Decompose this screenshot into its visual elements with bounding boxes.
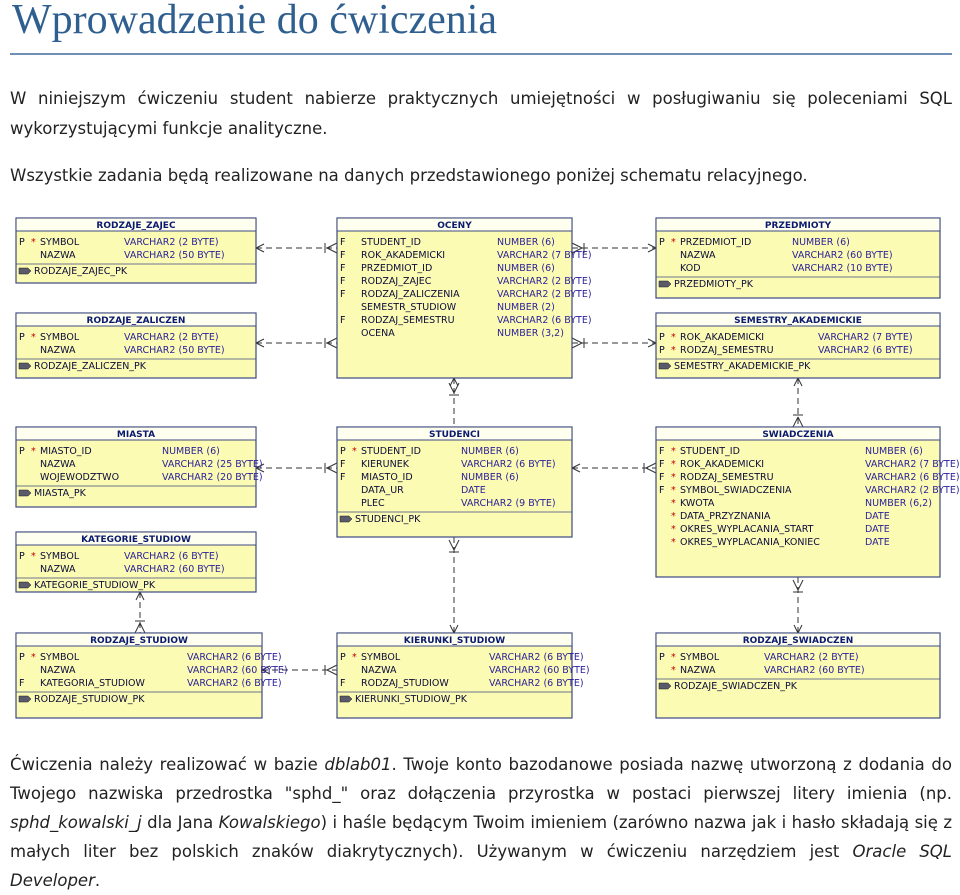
title-underline bbox=[10, 53, 952, 55]
instructions-paragraph bbox=[10, 750, 952, 895]
key-flag: P bbox=[340, 446, 346, 457]
key-flag: F bbox=[340, 315, 346, 326]
column-name: NAZWA bbox=[680, 665, 716, 676]
table-title: STUDENCI bbox=[428, 430, 481, 440]
column-name: DATA_PRZYZNANIA bbox=[680, 511, 771, 522]
instructions-text-4: ) i haśle będącym Twoim imieniem (zarówno nazwa jak i hasło składają się z małych liter bez polskich znaków diakrytycznych). Używanym w ćwiczeniu narzędziem jest bbox=[10, 813, 952, 861]
key-flag: P bbox=[19, 652, 25, 663]
column-type: VARCHAR2 (25 BYTE) bbox=[162, 459, 263, 470]
column-type: VARCHAR2 (7 BYTE) bbox=[497, 250, 592, 261]
column-type: VARCHAR2 (7 BYTE) bbox=[865, 459, 960, 470]
column-name: SYMBOL_SWIADCZENIA bbox=[680, 485, 792, 496]
key-icon bbox=[19, 582, 31, 588]
mandatory-star: * bbox=[671, 472, 676, 483]
primary-key-name: RODZAJE_ZALICZEN_PK bbox=[34, 361, 147, 372]
column-type: VARCHAR2 (6 BYTE) bbox=[187, 652, 282, 663]
mandatory-star: * bbox=[671, 459, 676, 470]
column-type: DATE bbox=[461, 485, 486, 496]
column-name: KWOTA bbox=[680, 498, 715, 509]
primary-key-name: RODZAJE_STUDIOW_PK bbox=[34, 694, 145, 705]
instructions-text-3: dla Jana bbox=[141, 813, 219, 832]
key-icon bbox=[19, 696, 31, 702]
primary-key-name: STUDENCI_PK bbox=[355, 514, 421, 525]
column-name: SYMBOL bbox=[40, 332, 80, 343]
column-name: MIASTO_ID bbox=[40, 446, 92, 457]
column-type: NUMBER (6) bbox=[865, 446, 923, 457]
key-flag: P bbox=[340, 652, 346, 663]
mandatory-star: * bbox=[671, 652, 676, 663]
table-rodzaje-studiow bbox=[16, 633, 288, 718]
key-flag: F bbox=[340, 237, 346, 248]
column-type: VARCHAR2 (6 BYTE) bbox=[461, 459, 556, 470]
table-swiadczenia bbox=[656, 427, 960, 577]
key-flag: F bbox=[659, 459, 665, 470]
column-name: NAZWA bbox=[40, 250, 76, 261]
key-flag: P bbox=[19, 446, 25, 457]
table-title: SWIADCZENIA bbox=[762, 430, 834, 440]
mandatory-star: * bbox=[671, 511, 676, 522]
key-flag: F bbox=[340, 263, 346, 274]
mandatory-star: * bbox=[671, 485, 676, 496]
key-flag: P bbox=[659, 652, 665, 663]
column-type: VARCHAR2 (6 BYTE) bbox=[187, 678, 282, 689]
column-type: VARCHAR2 (2 BYTE) bbox=[764, 652, 859, 663]
column-type: VARCHAR2 (2 BYTE) bbox=[124, 332, 219, 343]
column-name: ROK_AKADEMICKI bbox=[361, 250, 446, 261]
column-name: PRZEDMIOT_ID bbox=[361, 263, 433, 274]
column-name: SYMBOL bbox=[40, 237, 80, 248]
key-flag: F bbox=[340, 459, 346, 470]
example-surname: Kowalskiego bbox=[218, 813, 321, 832]
table-rodzaje-zajec bbox=[16, 218, 256, 283]
column-row bbox=[40, 250, 225, 261]
table-title: KIERUNKI_STUDIOW bbox=[403, 636, 506, 646]
column-type: NUMBER (6) bbox=[497, 263, 555, 274]
column-name: OCENA bbox=[361, 328, 395, 339]
key-flag: F bbox=[659, 485, 665, 496]
column-name: STUDENT_ID bbox=[361, 237, 421, 248]
column-name: RODZAJ_SEMESTRU bbox=[680, 345, 774, 356]
column-type: VARCHAR2 (6 BYTE) bbox=[489, 678, 584, 689]
mandatory-star: * bbox=[352, 652, 357, 663]
mandatory-star: * bbox=[352, 446, 357, 457]
mandatory-star: * bbox=[671, 345, 676, 356]
key-icon bbox=[659, 281, 671, 287]
column-row bbox=[671, 665, 865, 676]
column-name: RODZAJ_SEMESTRU bbox=[680, 472, 774, 483]
key-flag: P bbox=[659, 332, 665, 343]
column-type: VARCHAR2 (60 BYTE) bbox=[489, 665, 590, 676]
column-name: NAZWA bbox=[40, 665, 76, 676]
example-username: sphd_kowalski_j bbox=[10, 813, 142, 832]
table-semestry-akademickie bbox=[656, 313, 940, 378]
primary-key-name: RODZAJE_SWIADCZEN_PK bbox=[674, 681, 797, 692]
mandatory-star: * bbox=[31, 652, 36, 663]
schema-tables bbox=[16, 218, 960, 718]
table-title: MIASTA bbox=[116, 430, 156, 440]
column-type: NUMBER (6) bbox=[497, 237, 555, 248]
column-name: WOJEWODZTWO bbox=[40, 472, 120, 483]
column-name: ROK_AKADEMICKI bbox=[680, 332, 765, 343]
column-name: SYMBOL bbox=[680, 652, 720, 663]
column-name: ROK_AKADEMICKI bbox=[680, 459, 765, 470]
mandatory-star: * bbox=[671, 498, 676, 509]
table-title: RODZAJE_ZALICZEN bbox=[86, 316, 186, 326]
tool-name: Oracle SQL Developer bbox=[10, 842, 952, 890]
mandatory-star: * bbox=[671, 524, 676, 535]
column-type: NUMBER (2) bbox=[497, 302, 555, 313]
primary-key-name: SEMESTRY_AKADEMICKIE_PK bbox=[674, 361, 811, 372]
mandatory-star: * bbox=[671, 237, 676, 248]
table-kategorie-studiow bbox=[16, 532, 256, 592]
table-title: KATEGORIE_STUDIOW bbox=[81, 535, 191, 545]
column-name: SEMESTR_STUDIOW bbox=[361, 302, 457, 313]
column-row bbox=[40, 564, 225, 575]
column-name: STUDENT_ID bbox=[680, 446, 740, 457]
column-name: RODZAJ_ZALICZENIA bbox=[361, 289, 460, 300]
mandatory-star: * bbox=[31, 446, 36, 457]
column-type: DATE bbox=[865, 537, 890, 548]
column-type: NUMBER (6) bbox=[792, 237, 850, 248]
column-type: VARCHAR2 (50 BYTE) bbox=[124, 345, 225, 356]
table-title: RODZAJE_SWIADCZEN bbox=[742, 636, 854, 646]
column-type: VARCHAR2 (10 BYTE) bbox=[792, 263, 893, 274]
column-name: PLEC bbox=[361, 498, 385, 509]
column-name: NAZWA bbox=[40, 345, 76, 356]
column-type: VARCHAR2 (20 BYTE) bbox=[162, 472, 263, 483]
primary-key-name: PRZEDMIOTY_PK bbox=[674, 279, 753, 290]
column-type: NUMBER (6) bbox=[461, 446, 519, 457]
column-name: PRZEDMIOT_ID bbox=[680, 237, 752, 248]
table-studenci bbox=[337, 427, 572, 537]
primary-key-name: MIASTA_PK bbox=[34, 488, 86, 499]
column-name: RODZAJ_ZAJEC bbox=[361, 276, 432, 287]
primary-key-name: KIERUNKI_STUDIOW_PK bbox=[355, 694, 467, 705]
table-przedmioty bbox=[656, 218, 940, 298]
page-title: Wprowadzenie do ćwiczenia bbox=[12, 0, 498, 43]
mandatory-star: * bbox=[671, 665, 676, 676]
table-title: RODZAJE_STUDIOW bbox=[90, 636, 188, 646]
column-type: VARCHAR2 (2 BYTE) bbox=[497, 289, 592, 300]
key-flag: P bbox=[19, 237, 25, 248]
column-type: VARCHAR2 (9 BYTE) bbox=[461, 498, 556, 509]
column-type: VARCHAR2 (7 BYTE) bbox=[818, 332, 913, 343]
table-title: RODZAJE_ZAJEC bbox=[96, 221, 176, 231]
table-title: SEMESTRY_AKADEMICKIE bbox=[734, 316, 862, 326]
column-type: VARCHAR2 (2 BYTE) bbox=[124, 237, 219, 248]
column-type: NUMBER (6) bbox=[461, 472, 519, 483]
column-name: NAZWA bbox=[680, 250, 716, 261]
key-flag: P bbox=[659, 345, 665, 356]
column-name: DATA_UR bbox=[361, 485, 404, 496]
key-flag: P bbox=[19, 551, 25, 562]
intro-paragraph-1: W niniejszym ćwiczeniu student nabierze praktycznych umiejętności w posługiwaniu się poleceniami SQL wykorzystującymi funkcje analityczne. bbox=[10, 89, 952, 138]
column-name: SYMBOL bbox=[361, 652, 401, 663]
key-flag: F bbox=[340, 289, 346, 300]
column-type: VARCHAR2 (6 BYTE) bbox=[497, 315, 592, 326]
column-type: NUMBER (6) bbox=[162, 446, 220, 457]
primary-key-name: KATEGORIE_STUDIOW_PK bbox=[34, 580, 156, 591]
column-type: DATE bbox=[865, 511, 890, 522]
column-type: VARCHAR2 (50 BYTE) bbox=[124, 250, 225, 261]
key-icon bbox=[659, 363, 671, 369]
table-kierunki-studiow bbox=[337, 633, 590, 718]
instructions-text-2: . Twoje konto bazodanowe posiada nazwę utworzoną z dodania do Twojego nazwiska przedrostka "sphd_" oraz dołączenia przyrostka w postaci pierwszej litery imienia (np. bbox=[10, 755, 952, 803]
column-name: NAZWA bbox=[40, 459, 76, 470]
key-flag: F bbox=[19, 678, 25, 689]
column-type: VARCHAR2 (60 BYTE) bbox=[792, 250, 893, 261]
table-rodzaje-swiadczen bbox=[656, 633, 940, 718]
table-title: OCENY bbox=[437, 221, 472, 231]
primary-key-name: RODZAJE_ZAJEC_PK bbox=[34, 266, 128, 277]
column-name: OKRES_WYPLACANIA_KONIEC bbox=[680, 537, 820, 548]
column-type: VARCHAR2 (6 BYTE) bbox=[818, 345, 913, 356]
column-type: DATE bbox=[865, 524, 890, 535]
key-icon bbox=[340, 516, 352, 522]
column-type: NUMBER (3,2) bbox=[497, 328, 564, 339]
column-name: NAZWA bbox=[361, 665, 397, 676]
mandatory-star: * bbox=[31, 551, 36, 562]
key-icon bbox=[19, 490, 31, 496]
relational-schema-diagram bbox=[0, 200, 960, 730]
column-name: RODZAJ_STUDIOW bbox=[361, 678, 449, 689]
key-flag: F bbox=[340, 472, 346, 483]
key-flag: P bbox=[19, 332, 25, 343]
table-rodzaje-zaliczen bbox=[16, 313, 256, 378]
key-flag: P bbox=[659, 237, 665, 248]
database-name: dblab01 bbox=[324, 755, 392, 774]
column-name: NAZWA bbox=[40, 564, 76, 575]
key-flag: F bbox=[340, 276, 346, 287]
mandatory-star: * bbox=[31, 332, 36, 343]
key-flag: F bbox=[340, 250, 346, 261]
key-flag: F bbox=[659, 472, 665, 483]
instructions-text-1: Ćwiczenia należy realizować w bazie bbox=[10, 755, 325, 774]
instructions-text-5: . bbox=[94, 871, 101, 890]
column-type: VARCHAR2 (6 BYTE) bbox=[124, 551, 219, 562]
intro-paragraph-2: Wszystkie zadania będą realizowane na danych przedstawionego poniżej schematu relacyjnego. bbox=[10, 166, 808, 185]
column-name: SYMBOL bbox=[40, 652, 80, 663]
key-icon bbox=[19, 363, 31, 369]
column-type: VARCHAR2 (60 BYTE) bbox=[764, 665, 865, 676]
column-name: MIASTO_ID bbox=[361, 472, 413, 483]
column-type: VARCHAR2 (60 BYTE) bbox=[124, 564, 225, 575]
column-name: SYMBOL bbox=[40, 551, 80, 562]
key-flag: F bbox=[659, 446, 665, 457]
column-name: OKRES_WYPLACANIA_START bbox=[680, 524, 814, 535]
column-row bbox=[40, 345, 225, 356]
table-title: PRZEDMIOTY bbox=[764, 221, 832, 231]
column-type: VARCHAR2 (60 BYTE) bbox=[187, 665, 288, 676]
key-icon bbox=[659, 683, 671, 689]
table-miasta bbox=[16, 427, 263, 507]
mandatory-star: * bbox=[31, 237, 36, 248]
mandatory-star: * bbox=[671, 537, 676, 548]
mandatory-star: * bbox=[671, 332, 676, 343]
key-flag: F bbox=[340, 678, 346, 689]
column-name: KIERUNEK bbox=[361, 459, 409, 470]
key-icon bbox=[19, 268, 31, 274]
table-oceny bbox=[337, 218, 592, 378]
column-type: VARCHAR2 (2 BYTE) bbox=[865, 485, 960, 496]
column-name: KOD bbox=[680, 263, 701, 274]
column-type: VARCHAR2 (6 BYTE) bbox=[489, 652, 584, 663]
mandatory-star: * bbox=[671, 446, 676, 457]
column-name: KATEGORIA_STUDIOW bbox=[40, 678, 145, 689]
column-type: VARCHAR2 (6 BYTE) bbox=[865, 472, 960, 483]
key-icon bbox=[340, 696, 352, 702]
column-type: NUMBER (6,2) bbox=[865, 498, 932, 509]
column-name: RODZAJ_SEMESTRU bbox=[361, 315, 455, 326]
column-name: STUDENT_ID bbox=[361, 446, 421, 457]
column-type: VARCHAR2 (2 BYTE) bbox=[497, 276, 592, 287]
